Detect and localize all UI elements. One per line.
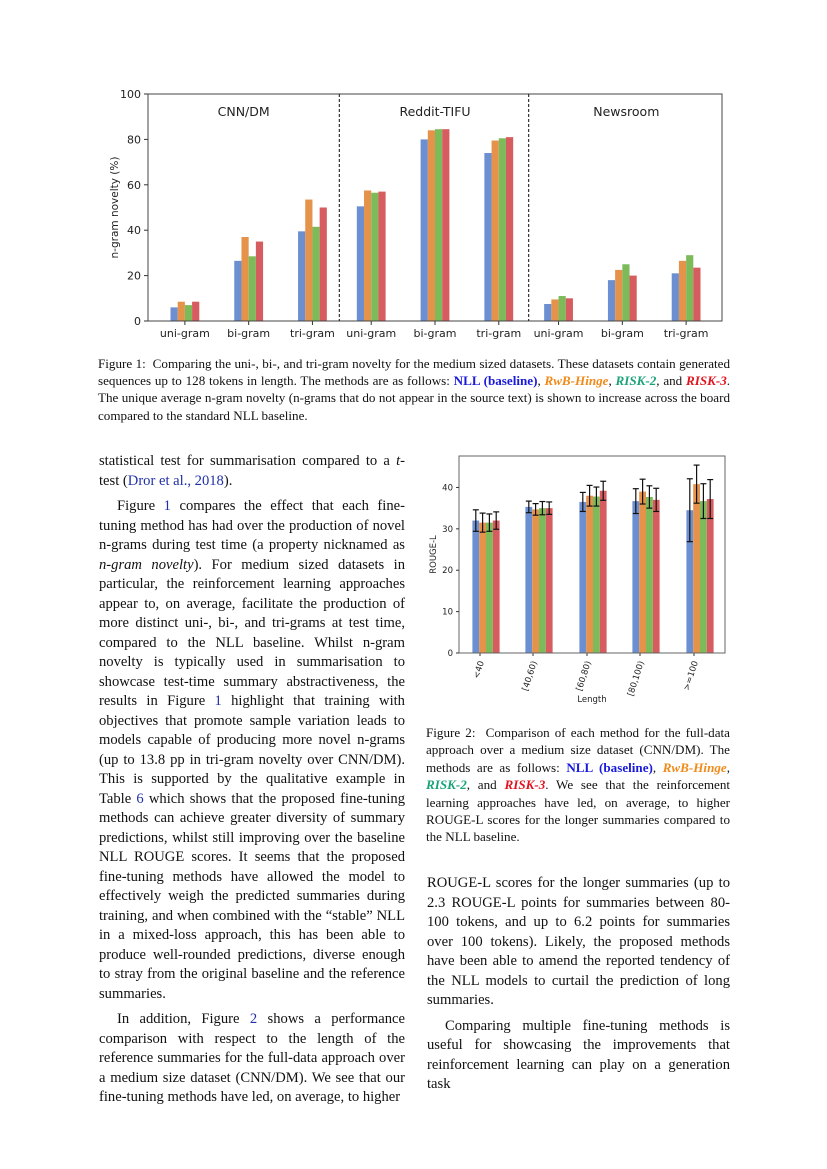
bar	[428, 130, 435, 321]
paragraph: In addition, Figure 2 shows a performance comparison with respect to the length of the reference summaries for the full-data approach over a medium size dataset (CNN/DM). We see that our fine-tuning methods have led, on average, to higher	[99, 1011, 405, 1105]
bar	[593, 497, 600, 653]
x-tick-label: uni-gram	[346, 327, 397, 340]
bar	[600, 491, 607, 653]
bar	[579, 502, 586, 653]
bar	[630, 276, 637, 321]
bar	[493, 521, 500, 653]
y-tick-label: 30	[442, 524, 453, 535]
bar	[421, 139, 428, 321]
bar	[615, 270, 622, 321]
bar	[608, 280, 615, 321]
x-tick-label: [40,60)	[520, 659, 540, 693]
bar	[653, 500, 660, 653]
paragraph: Figure 1 compares the effect that each fine-tuning method has had over the production of novel n-grams during test time (a property nicknamed as n-gram novelty). For medium sized datasets in particular, the reinforcement learning approaches appear to, on average, facilitate the production of more distinct uni-, bi-, and tri-grams at test time, compared to the NLL baseline. Whilst n-gram novelty is typically used in summarisation to showcase test-time summary abstractiveness, the results in Figure 1 highlight that training with objectives that promote sample variation leads to models capable of producing more novel n-grams (up to 13.8 pp in tri-gram novelty over CNN/DM). This is supported by the qualitative example in Table 6 which shows that the proposed fine-tuning methods can achieve greater diversity of summary predictions, whilst still improving over the baseline NLL ROUGE scores. It seems that the proposed fine-tuning methods have allowed the model to effectively weigh the predicted summaries during training, and when combined with the “stable” NLL in a mixed-loss approach, this has been able to produce well-rounded predictions, diverse enough to stray from the original baseline and the reference summaries.	[99, 498, 405, 1002]
bar	[693, 268, 700, 321]
right-column	[427, 874, 730, 1095]
bar	[192, 302, 199, 321]
figure-ref-link[interactable]: 1	[214, 693, 222, 709]
y-tick-label: 80	[127, 133, 141, 147]
panel-title: Newsroom	[593, 104, 660, 119]
bar	[707, 499, 714, 653]
bar	[700, 501, 707, 653]
bar	[566, 298, 573, 321]
legend-nll: NLL (baseline)	[566, 759, 653, 775]
y-tick-label: 40	[127, 224, 141, 238]
bar	[484, 153, 491, 321]
bar	[672, 273, 679, 321]
y-tick-label: 20	[442, 566, 453, 577]
bar	[586, 496, 593, 653]
figure-1	[95, 84, 735, 344]
y-tick-label: 0	[134, 315, 141, 328]
bar	[298, 231, 305, 321]
x-axis-label: Length	[577, 695, 607, 705]
left-column	[99, 452, 405, 1108]
bar	[234, 261, 241, 321]
x-tick-label: <40	[471, 659, 487, 681]
x-tick-label: uni-gram	[159, 327, 210, 340]
bar	[371, 193, 378, 321]
legend-rwb-hinge: RwB-Hinge	[544, 373, 609, 389]
bar	[546, 508, 553, 653]
bar	[539, 508, 546, 653]
legend-rwb-hinge: RwB-Hinge	[662, 759, 727, 775]
bar	[544, 304, 551, 321]
y-axis-label: ROUGE-L	[429, 535, 439, 574]
bar	[185, 305, 192, 321]
x-tick-label: >=100	[681, 659, 701, 692]
panel-title: Reddit-TIFU	[399, 104, 471, 119]
bar	[525, 507, 532, 653]
bar	[178, 302, 185, 321]
bar	[639, 492, 646, 653]
paragraph: statistical test for summarisation compared to a t-test (Dror et al., 2018).	[99, 453, 405, 489]
bar	[506, 137, 513, 321]
figure-1-label: Figure 1:	[98, 356, 146, 371]
bar	[492, 141, 499, 321]
bar	[686, 255, 693, 321]
x-tick-label: tri-gram	[663, 327, 709, 340]
legend-risk-3: RISK-3	[685, 373, 727, 389]
legend-risk-2: RISK-2	[615, 373, 657, 389]
legend-risk-3: RISK-3	[504, 777, 546, 793]
bar	[305, 200, 312, 321]
table-ref-link[interactable]: 6	[136, 790, 144, 807]
y-tick-label: 10	[442, 607, 453, 618]
bar	[532, 509, 539, 653]
x-tick-label: tri-gram	[290, 327, 335, 340]
bar	[559, 296, 566, 321]
x-tick-label: [80,100)	[626, 659, 647, 698]
legend-nll: NLL (baseline)	[453, 373, 538, 389]
bar	[693, 484, 700, 653]
x-tick-label: uni-gram	[533, 327, 584, 340]
x-tick-label: bi-gram	[413, 327, 457, 340]
bar	[479, 523, 486, 653]
bar	[551, 299, 558, 321]
bar	[357, 206, 364, 321]
y-tick-label: 20	[127, 269, 141, 283]
bar	[312, 227, 319, 321]
bar	[442, 129, 449, 321]
bar	[364, 190, 371, 321]
y-tick-label: 60	[127, 178, 141, 192]
bar	[241, 237, 248, 321]
bar	[679, 261, 686, 321]
x-tick-label: tri-gram	[476, 327, 522, 340]
figure-ref-link[interactable]: 2	[249, 1011, 258, 1027]
bar	[256, 242, 263, 321]
bar	[435, 129, 442, 321]
figure-1-chart	[95, 84, 735, 344]
bar	[472, 521, 479, 653]
bar	[170, 307, 177, 321]
bar	[249, 256, 256, 321]
bar	[378, 192, 385, 321]
panel-title: CNN/DM	[217, 104, 270, 119]
paragraph: Comparing multiple fine-tuning methods is useful for showcasing the improvements that reinforcement learning can play on a generation task	[427, 1017, 730, 1092]
figure-2-caption: Figure 2: Comparison of each method for the full-data approach over a medium size dataset (CNN/DM). The methods are as follows: NLL (baseline), RwB-Hinge, RISK-2, and RISK-3. We see that the reinforcement learning approaches have led, on average, to higher ROUGE-L scores for the longer summaries compared to the NLL baseline.	[426, 725, 730, 845]
x-tick-label: [60,80)	[574, 659, 594, 693]
figure-ref-link[interactable]: 1	[163, 498, 171, 514]
y-tick-label: 0	[447, 649, 453, 659]
figure-2	[420, 448, 735, 710]
x-tick-label: bi-gram	[227, 327, 271, 340]
y-tick-label: 40	[442, 483, 453, 494]
figure-2-label: Figure 2:	[426, 725, 476, 740]
figure-2-chart	[420, 448, 735, 710]
bar	[320, 208, 327, 322]
bar	[646, 497, 653, 653]
y-tick-label: 100	[120, 88, 141, 101]
x-tick-label: bi-gram	[600, 327, 644, 340]
figure-1-caption: Figure 1: Comparing the uni-, bi-, and tri-gram novelty for the medium sized datasets. These datasets contain generated sequences up to 128 tokens in length. The methods are as follows: NLL (baseline), RwB-Hinge, RISK-2, and RISK-3. The unique average n-gram novelty (n-grams that do not appear in the source text) is shown to increase across the board compared to the standard NLL baseline.	[98, 356, 731, 423]
bar	[499, 138, 506, 321]
bar	[632, 501, 639, 653]
bar	[486, 523, 493, 653]
paragraph: ROUGE-L scores for the longer summaries (up to 2.3 ROUGE-L points for summaries between 80-100 tokens, and up to 6.2 points for summaries over 100 tokens). Likely, the proposed methods have been able to amend the reported tendency of the NLL models to curtail the prediction of long summaries.	[427, 875, 730, 1008]
bar	[622, 264, 629, 321]
legend-risk-2: RISK-2	[426, 777, 467, 793]
citation-link[interactable]: Dror et al., 2018	[127, 472, 224, 489]
y-axis-label: n-gram novelty (%)	[109, 156, 121, 259]
